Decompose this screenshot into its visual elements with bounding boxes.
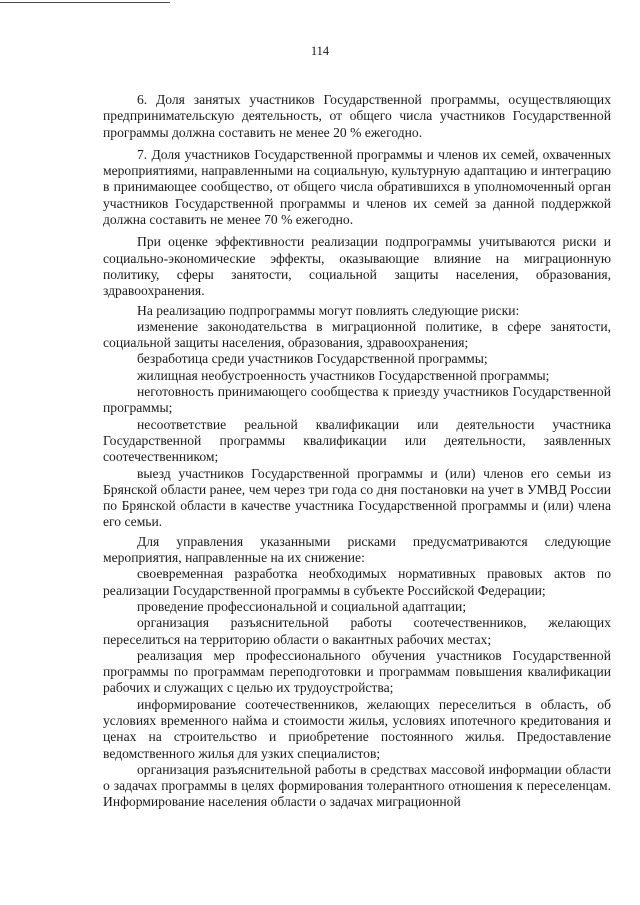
list-item-measure: своевременная разработка необходимых нормативных правовых актов по реализации Государственной программы в субъекте Российской Федерации; [103,566,611,598]
list-item-measure: проведение профессиональной и социальной адаптации; [137,598,467,614]
list-item-risk: выезд участников Государственной программы и (или) членов его семьи из Брянской области ранее, чем через три года со дня постановки на учет в УМВД России по Брянской области в качестве участника Государственной программы и (или) члена его семьи. [103,465,611,530]
scan-artifact-line [0,2,170,3]
document-body [103,92,611,811]
list-item-measure: организация разъяснительной работы соотечественников, желающих переселиться на территорию области о вакантных рабочих местах; [103,615,611,647]
list-item-risk: изменение законодательства в миграционной политике, в сфере занятости, социальной защиты населения, образования, здравоохранения; [103,318,611,351]
list-item-measure: организация разъяснительной работы в средствах массовой информации области о задачах программы в целях формирования толерантного отношения к переселенцам. Информирование населения области о задачах миграционной [103,761,611,810]
paragraph-risks-intro: На реализацию подпрограммы могут повлиять следующие риски: [137,302,520,318]
paragraph-measures-intro: Для управления указанными рисками предусматриваются следующие мероприятия, направленные на их снижение: [103,533,611,566]
list-item-risk: жилищная необустроенность участников Государственной программы; [137,367,550,383]
list-item-measure: реализация мер профессионального обучения участников Государственной программы по программам переподготовки и программам повышения квалификации рабочих и служащих с целью их трудоустройства; [103,647,611,696]
list-item-risk: несоответствие реальной квалификации или деятельности участника Государственной программы квалификации или деятельности, заявленных соотечественником; [103,416,611,465]
list-item-measure: информирование соотечественников, желающих переселиться в область, об условиях временного найма и стоимости жилья, условиях ипотечного кредитования и ценах на строительство и приобретение постоянного жилья. Предоставление ведомственного жилья для узких специалистов; [103,696,611,761]
list-item-risk: безработица среди участников Государственной программы; [137,351,488,367]
page-number: 114 [310,44,330,58]
list-item-risk: неготовность принимающего сообщества к приезду участников Государственной программы; [103,384,611,416]
paragraph-efficiency-assessment: При оценке эффективности реализации подпрограммы учитываются риски и социально-экономические эффекты, оказывающие влияние на миграционную политику, сферы занятости, социальной защиты населения, образования, здравоохранения. [103,234,611,299]
paragraph-indicator-6: 6. Доля занятых участников Государственной программы, осуществляющих предпринимательскую деятельность, от общего числа участников Государственной программы должна составить не менее 20 % ежегодно. [103,92,611,140]
paragraph-indicator-7: 7. Доля участников Государственной программы и членов их семей, охваченных мероприятиями, направленными на социальную, культурную адаптацию и интеграцию в принимающее сообщество, от общего числа обратившихся в уполномоченный орган участников Государственной программы и членов их семей за данной поддержкой должна составить не менее 70 % ежегодно. [103,146,611,228]
